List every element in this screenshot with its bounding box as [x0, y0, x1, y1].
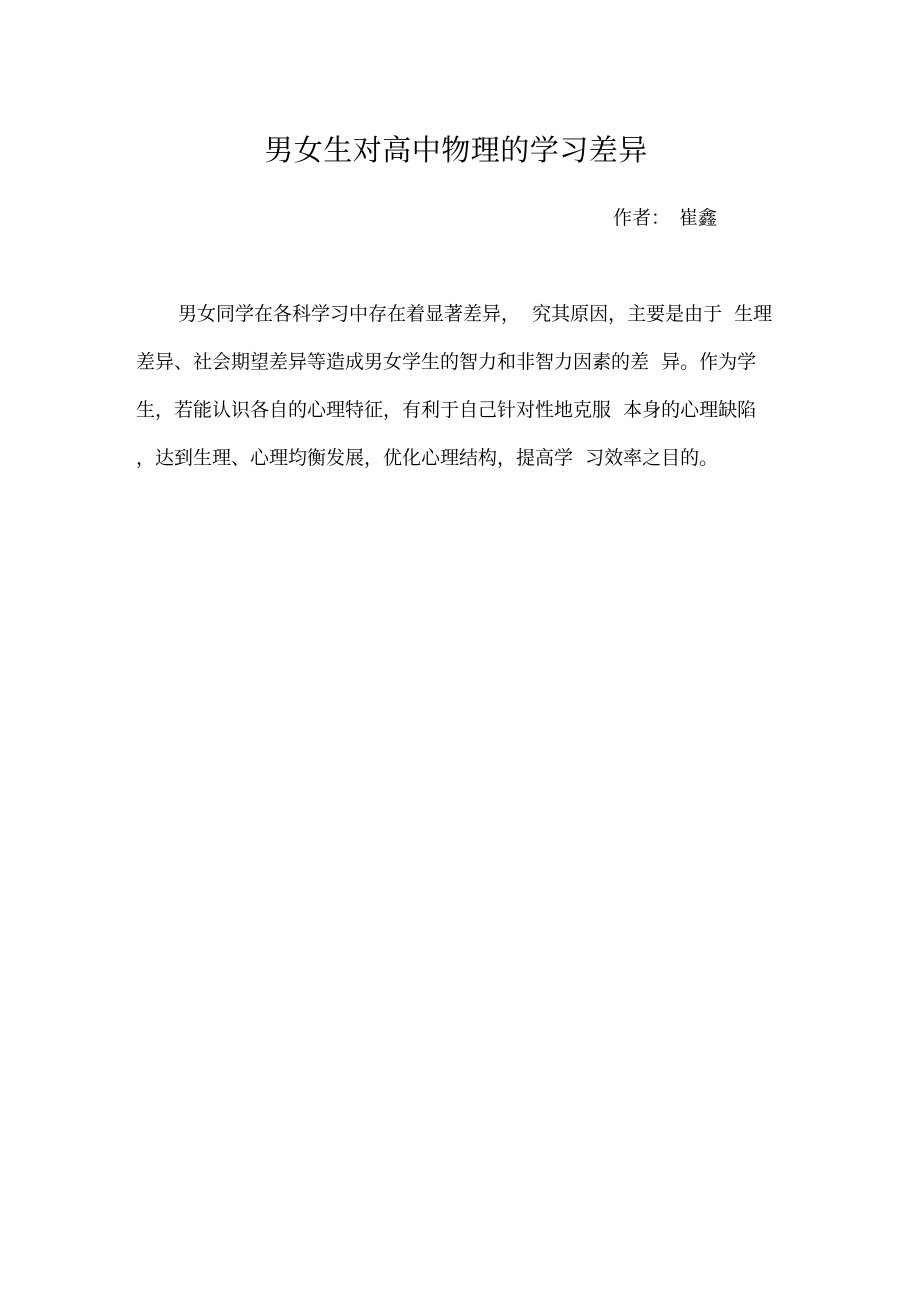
paragraph-line-4: ，达到生理、心理均衡发展，优化心理结构，提高学 习效率之目的。 [136, 447, 719, 469]
document-title: 男女生对高中物理的学习差异 [264, 133, 648, 167]
author-label: 作者： [613, 207, 671, 229]
paragraph-line-3: 生，若能认识各自的心理特征，有利于自己针对性地克服 本身的心理缺陷 [136, 399, 757, 421]
author-name: 崔鑫 [679, 207, 718, 229]
author-line [613, 203, 717, 233]
paragraph-line-1: 男女同学在各科学习中存在着显著差异， 究其原因，主要是由于 生理 [178, 303, 773, 325]
paragraph-line-2: 差异、社会期望差异等造成男女学生的智力和非智力因素的差 异。作为学 [136, 351, 757, 373]
